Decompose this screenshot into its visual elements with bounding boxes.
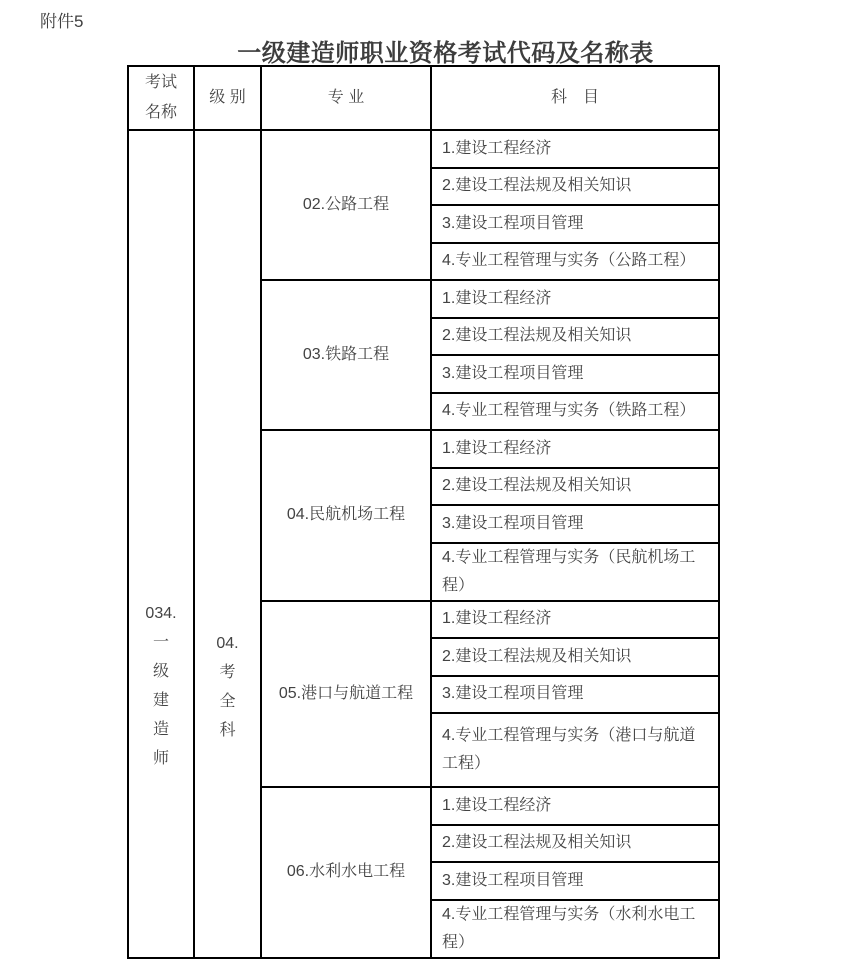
subject-cell-04-1: 1.建设工程经济 <box>431 430 719 468</box>
page-title: 一级建造师职业资格考试代码及名称表 <box>237 40 654 67</box>
subject-cell-02-3: 3.建设工程项目管理 <box>431 205 719 243</box>
level-vertical-text: 04. 考 全 科 <box>216 635 239 739</box>
header-exam-name-line1: 考试 <box>144 74 177 91</box>
subject-cell-04-3: 3.建设工程项目管理 <box>431 505 719 543</box>
attachment-label: 附件5 <box>40 12 84 31</box>
header-exam-name-line2: 名称 <box>144 104 177 121</box>
exam-name-cell <box>128 130 194 958</box>
subject-cell-02-2: 2.建设工程法规及相关知识 <box>431 168 719 206</box>
subject-cell-02-1: 1.建设工程经济 <box>431 130 719 168</box>
subject-cell-03-3: 3.建设工程项目管理 <box>431 355 719 393</box>
header-level: 级 别 <box>194 66 261 130</box>
subject-cell-05-4: 4.专业工程管理与实务（港口与航道工程） <box>431 713 719 787</box>
exam-code-table <box>127 65 720 959</box>
header-subject: 科 目 <box>431 66 719 130</box>
header-major: 专 业 <box>261 66 431 130</box>
major-cell-04: 04.民航机场工程 <box>261 430 431 601</box>
subject-cell-04-4: 4.专业工程管理与实务（民航机场工程） <box>431 543 719 601</box>
subject-cell-02-4: 4.专业工程管理与实务（公路工程） <box>431 243 719 281</box>
table-header-row <box>128 66 719 130</box>
subject-cell-04-2: 2.建设工程法规及相关知识 <box>431 468 719 506</box>
table-row <box>128 130 719 168</box>
exam-name-vertical-text: 034. 一 级 建 造 师 <box>145 605 177 767</box>
subject-cell-05-3: 3.建设工程项目管理 <box>431 676 719 714</box>
level-cell <box>194 130 261 958</box>
subject-cell-06-4: 4.专业工程管理与实务（水利水电工程） <box>431 900 719 958</box>
major-cell-02: 02.公路工程 <box>261 130 431 280</box>
header-exam-name <box>128 66 194 130</box>
subject-cell-03-4: 4.专业工程管理与实务（铁路工程） <box>431 393 719 431</box>
subject-cell-05-2: 2.建设工程法规及相关知识 <box>431 638 719 676</box>
subject-cell-06-3: 3.建设工程项目管理 <box>431 862 719 900</box>
subject-cell-06-1: 1.建设工程经济 <box>431 787 719 825</box>
subject-cell-05-1: 1.建设工程经济 <box>431 601 719 639</box>
subject-cell-06-2: 2.建设工程法规及相关知识 <box>431 825 719 863</box>
major-cell-06: 06.水利水电工程 <box>261 787 431 958</box>
subject-cell-03-1: 1.建设工程经济 <box>431 280 719 318</box>
major-cell-05: 05.港口与航道工程 <box>261 601 431 788</box>
major-cell-03: 03.铁路工程 <box>261 280 431 430</box>
subject-cell-03-2: 2.建设工程法规及相关知识 <box>431 318 719 356</box>
